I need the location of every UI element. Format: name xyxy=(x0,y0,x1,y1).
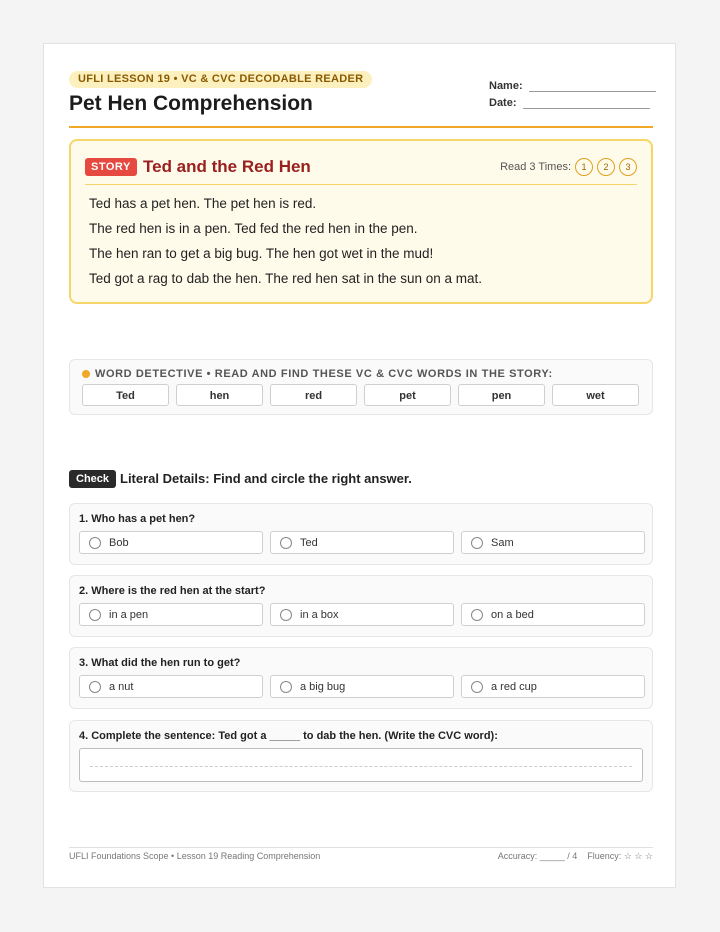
answer-write-box[interactable] xyxy=(79,748,643,782)
read-mark-1[interactable]: 1 xyxy=(575,158,593,176)
story-divider xyxy=(85,184,637,185)
radio-circle-icon[interactable] xyxy=(471,537,483,549)
bullet-dot-icon xyxy=(82,370,90,378)
radio-circle-icon[interactable] xyxy=(280,537,292,549)
word-list xyxy=(82,384,639,406)
read-mark-3[interactable]: 3 xyxy=(619,158,637,176)
answer-option[interactable] xyxy=(270,675,454,698)
answer-label: a big bug xyxy=(300,680,346,693)
question-card-2 xyxy=(69,575,653,637)
check-badge: Check xyxy=(69,470,116,488)
question-text: 3. What did the hen run to get? xyxy=(79,657,241,669)
footer-scores xyxy=(498,851,653,862)
answer-option[interactable] xyxy=(461,531,645,554)
word-chip[interactable]: Ted xyxy=(82,384,169,406)
writing-guide-line xyxy=(90,766,632,767)
answer-label: on a bed xyxy=(491,608,534,621)
story-line: Ted got a rag to dab the hen. The red hen sat in the sun on a mat. xyxy=(89,271,483,286)
footer-divider xyxy=(69,847,653,848)
answer-option[interactable] xyxy=(270,531,454,554)
lesson-tag: UFLI LESSON 19 • VC & CVC DECODABLE READER xyxy=(69,71,372,88)
answer-label: a red cup xyxy=(491,680,537,693)
answer-label: Sam xyxy=(491,536,514,549)
name-line[interactable] xyxy=(529,79,656,92)
answer-option[interactable] xyxy=(270,603,454,626)
name-label: Name: xyxy=(489,80,523,92)
radio-circle-icon[interactable] xyxy=(89,537,101,549)
answer-option[interactable] xyxy=(461,675,645,698)
worksheet-page xyxy=(43,43,676,888)
radio-circle-icon[interactable] xyxy=(89,681,101,693)
story-title: Ted and the Red Hen xyxy=(143,157,311,176)
answer-option[interactable] xyxy=(79,675,263,698)
question-text: 2. Where is the red hen at the start? xyxy=(79,585,266,597)
question-card-3 xyxy=(69,647,653,709)
answer-option[interactable] xyxy=(461,603,645,626)
answer-options xyxy=(79,675,645,698)
word-chip[interactable]: pet xyxy=(364,384,451,406)
page-title: Pet Hen Comprehension xyxy=(69,92,313,115)
word-detective-title: WORD DETECTIVE • READ AND FIND THESE VC & CVC WORDS IN THE STORY: xyxy=(95,368,553,380)
word-chip[interactable]: pen xyxy=(458,384,545,406)
header-divider xyxy=(69,126,653,128)
answer-label: Ted xyxy=(300,536,318,549)
question-card-4 xyxy=(69,720,653,792)
answer-label: Bob xyxy=(109,536,129,549)
answer-options xyxy=(79,603,645,626)
accuracy-score: Accuracy: _____ / 4 xyxy=(497,851,578,861)
date-field[interactable] xyxy=(489,96,650,109)
answer-label: in a box xyxy=(300,608,339,621)
story-line: The red hen is in a pen. Ted fed the red hen in the pen. xyxy=(89,221,418,236)
answer-label: a nut xyxy=(109,680,134,693)
word-chip[interactable]: hen xyxy=(176,384,263,406)
story-line: Ted has a pet hen. The pet hen is red. xyxy=(89,196,317,211)
story-badge: STORY xyxy=(85,158,137,176)
fluency-stars: Fluency: ☆ ☆ ☆ xyxy=(587,851,653,861)
name-field[interactable] xyxy=(489,79,656,92)
word-chip[interactable]: red xyxy=(270,384,357,406)
radio-circle-icon[interactable] xyxy=(280,681,292,693)
date-label: Date: xyxy=(489,97,517,109)
radio-circle-icon[interactable] xyxy=(471,609,483,621)
word-chip[interactable]: wet xyxy=(552,384,639,406)
answer-option[interactable] xyxy=(79,603,263,626)
footer-scope: UFLI Foundations Scope • Lesson 19 Reading Comprehension xyxy=(69,851,321,861)
read-mark-2[interactable]: 2 xyxy=(597,158,615,176)
answer-options xyxy=(79,531,645,554)
answer-label: in a pen xyxy=(109,608,149,621)
check-title: Literal Details: Find and circle the right answer. xyxy=(120,471,412,486)
story-line: The hen ran to get a big bug. The hen got wet in the mud! xyxy=(89,246,434,261)
read-times xyxy=(500,158,637,176)
date-line[interactable] xyxy=(523,96,650,109)
question-text: 4. Complete the sentence: Ted got a _____ to dab the hen. (Write the CVC word): xyxy=(79,730,498,742)
story-text xyxy=(89,191,482,291)
question-card-1 xyxy=(69,503,653,565)
story-box xyxy=(69,139,653,304)
radio-circle-icon[interactable] xyxy=(471,681,483,693)
radio-circle-icon[interactable] xyxy=(89,609,101,621)
answer-option[interactable] xyxy=(79,531,263,554)
word-detective xyxy=(69,359,653,415)
read-times-label: Read 3 Times: xyxy=(500,161,571,173)
question-text: 1. Who has a pet hen? xyxy=(79,513,196,525)
radio-circle-icon[interactable] xyxy=(280,609,292,621)
